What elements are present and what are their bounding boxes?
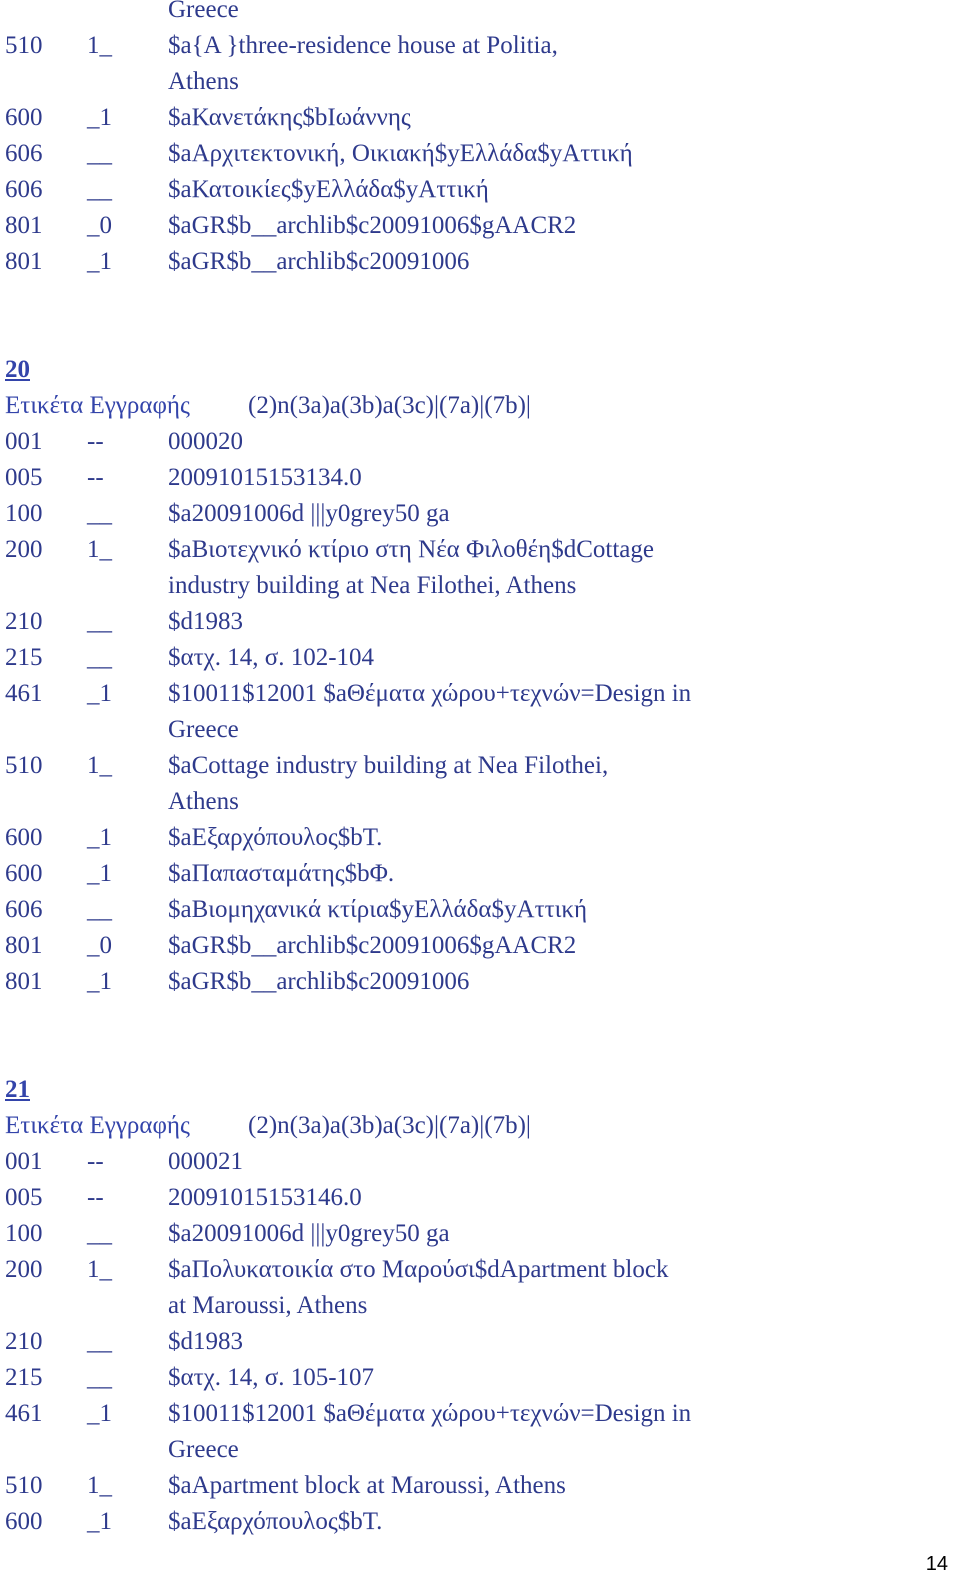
field-value: $a{A }three-residence house at Politia,: [168, 32, 558, 59]
field-tag: 606: [5, 176, 43, 203]
field-value: $aCottage industry building at Nea Filothei,: [168, 752, 609, 779]
field-indicators: 1_: [87, 32, 112, 59]
field-value: $aGR$b__archlib$c20091006: [168, 968, 470, 995]
field-indicators: __: [87, 176, 112, 203]
field-tag: 001: [5, 428, 43, 455]
field-tag: 005: [5, 464, 43, 491]
field-tag: 510: [5, 1472, 43, 1499]
field-indicators: 1_: [87, 752, 112, 779]
field-tag: 210: [5, 1328, 43, 1355]
field-value: $aΕξαρχόπουλος$bΤ.: [168, 1508, 383, 1535]
field-value: $ατχ. 14, σ. 102-104: [168, 644, 375, 671]
field-tag: 100: [5, 1220, 43, 1247]
field-tag: 801: [5, 932, 43, 959]
field-value: 20091015153134.0: [168, 464, 362, 491]
field-value-continued: Greece: [168, 0, 239, 23]
field-value: $d1983: [168, 608, 243, 635]
field-value: $aApartment block at Maroussi, Athens: [168, 1472, 566, 1499]
field-indicators: _1: [87, 248, 112, 275]
field-indicators: _1: [87, 680, 112, 707]
field-indicators: __: [87, 500, 112, 527]
field-value-continued: at Maroussi, Athens: [168, 1292, 368, 1319]
field-tag: 215: [5, 1364, 43, 1391]
field-indicators: __: [87, 1328, 112, 1355]
field-value: $a20091006d |||y0grey50 ga: [168, 1220, 450, 1247]
field-value-continued: Athens: [168, 788, 239, 815]
field-value: 20091015153146.0: [168, 1184, 362, 1211]
field-indicators: _0: [87, 932, 112, 959]
field-indicators: 1_: [87, 1472, 112, 1499]
field-value: $aGR$b__archlib$c20091006: [168, 248, 470, 275]
field-value: $aΚανετάκης$bΙωάννης: [168, 104, 411, 131]
field-tag: 461: [5, 1400, 43, 1427]
field-tag: 600: [5, 824, 43, 851]
field-value: $aΑρχιτεκτονική, Οικιακή$yΕλλάδα$yΑττική: [168, 140, 633, 167]
field-indicators: _1: [87, 860, 112, 887]
field-indicators: __: [87, 608, 112, 635]
field-value: 000021: [168, 1148, 243, 1175]
field-indicators: _0: [87, 212, 112, 239]
field-indicators: __: [87, 896, 112, 923]
field-indicators: 1_: [87, 536, 112, 563]
field-value: $10011$12001 $aΘέματα χώρου+τεχνών=Design in: [168, 680, 692, 707]
field-value: $d1983: [168, 1328, 243, 1355]
field-tag: 210: [5, 608, 43, 635]
field-indicators: _1: [87, 968, 112, 995]
field-value: $aΚατοικίες$yΕλλάδα$yΑττική: [168, 176, 489, 203]
field-value-continued: Greece: [168, 1436, 239, 1463]
field-indicators: --: [87, 464, 104, 491]
field-indicators: _1: [87, 1508, 112, 1535]
field-tag: 600: [5, 860, 43, 887]
field-tag: 461: [5, 680, 43, 707]
field-tag: 100: [5, 500, 43, 527]
field-value: $aGR$b__archlib$c20091006$gAACR2: [168, 932, 577, 959]
record-number: 21: [5, 1076, 30, 1103]
field-tag: 510: [5, 32, 43, 59]
field-indicators: __: [87, 644, 112, 671]
field-tag: 001: [5, 1148, 43, 1175]
field-indicators: __: [87, 1220, 112, 1247]
field-indicators: --: [87, 1184, 104, 1211]
field-tag: 606: [5, 896, 43, 923]
field-value: $aΒιοτεχνικό κτίριο στη Νέα Φιλοθέη$dCottage: [168, 536, 654, 563]
field-value: $10011$12001 $aΘέματα χώρου+τεχνών=Design in: [168, 1400, 692, 1427]
record-label-value: (2)n(3a)a(3b)a(3c)|(7a)|(7b)|: [248, 392, 531, 419]
field-indicators: _1: [87, 824, 112, 851]
field-value-continued: Greece: [168, 716, 239, 743]
field-indicators: --: [87, 1148, 104, 1175]
field-indicators: 1_: [87, 1256, 112, 1283]
field-tag: 215: [5, 644, 43, 671]
field-value: $aΠαπασταμάτης$bΦ.: [168, 860, 395, 887]
field-tag: 600: [5, 1508, 43, 1535]
field-tag: 510: [5, 752, 43, 779]
field-value-continued: Athens: [168, 68, 239, 95]
field-tag: 600: [5, 104, 43, 131]
field-value: $aΕξαρχόπουλος$bΤ.: [168, 824, 383, 851]
field-tag: 801: [5, 212, 43, 239]
record-label-value: (2)n(3a)a(3b)a(3c)|(7a)|(7b)|: [248, 1112, 531, 1139]
field-value-continued: industry building at Nea Filothei, Athens: [168, 572, 577, 599]
field-value: $aGR$b__archlib$c20091006$gAACR2: [168, 212, 577, 239]
field-value: 000020: [168, 428, 243, 455]
field-indicators: __: [87, 1364, 112, 1391]
field-value: $a20091006d |||y0grey50 ga: [168, 500, 450, 527]
field-indicators: _1: [87, 104, 112, 131]
page-number: 14: [925, 1553, 948, 1575]
field-tag: 200: [5, 1256, 43, 1283]
field-indicators: __: [87, 140, 112, 167]
field-tag: 200: [5, 536, 43, 563]
field-indicators: --: [87, 428, 104, 455]
field-indicators: _1: [87, 1400, 112, 1427]
field-value: $ατχ. 14, σ. 105-107: [168, 1364, 375, 1391]
field-value: $aΠολυκατοικία στο Μαρούσι$dApartment block: [168, 1256, 669, 1283]
record-label-name: Ετικέτα Εγγραφής: [5, 392, 190, 419]
field-tag: 606: [5, 140, 43, 167]
field-tag: 005: [5, 1184, 43, 1211]
field-tag: 801: [5, 248, 43, 275]
record-number: 20: [5, 356, 30, 383]
field-tag: 801: [5, 968, 43, 995]
record-label-name: Ετικέτα Εγγραφής: [5, 1112, 190, 1139]
field-value: $aΒιομηχανικά κτίρια$yΕλλάδα$yΑττική: [168, 896, 588, 923]
